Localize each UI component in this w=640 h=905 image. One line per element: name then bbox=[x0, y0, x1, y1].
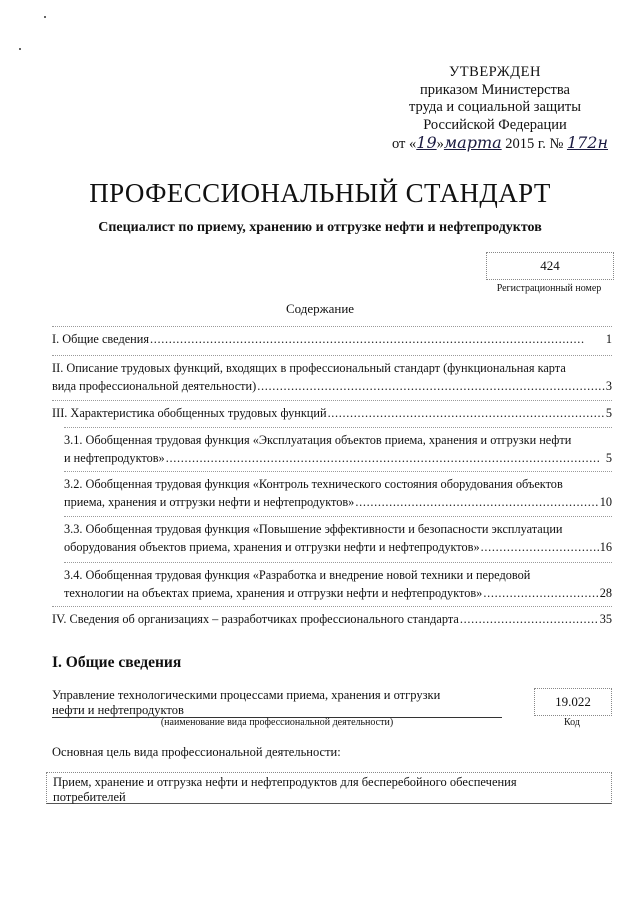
approval-line: Российской Федерации bbox=[423, 116, 567, 133]
scan-speck bbox=[44, 16, 46, 18]
toc-leader-dots bbox=[355, 493, 598, 511]
toc-page-number: 16 bbox=[599, 540, 612, 554]
activity-name-line: Управление технологическими процессами приема, хранения и отгрузки bbox=[52, 688, 441, 702]
toc-leader-dots bbox=[460, 610, 599, 628]
goal-label: Основная цель вида профессиональной деятельности: bbox=[52, 745, 341, 759]
goal-box bbox=[46, 772, 612, 804]
toc-entry-text: технологии на объектах приема, хранения и отгрузки нефти и нефтепродуктов» bbox=[64, 586, 483, 600]
toc-leader-dots bbox=[328, 404, 605, 422]
toc-entry-text: I. Общие сведения bbox=[52, 332, 149, 346]
toc-entry-text: III. Характеристика обобщенных трудовых функций bbox=[52, 406, 327, 420]
toc-line bbox=[52, 610, 612, 628]
document-subtitle: Специалист по приему, хранению и отгрузке нефти и нефтепродуктов bbox=[98, 220, 542, 235]
date-prefix: от « bbox=[392, 136, 417, 152]
goal-line: потребителей bbox=[53, 790, 126, 804]
activity-code-caption: Код bbox=[564, 717, 580, 728]
handwritten-day: 19 bbox=[416, 133, 437, 152]
toc-entry-text: вида профессиональной деятельности) bbox=[52, 379, 257, 393]
handwritten-month: марта bbox=[443, 133, 502, 152]
toc-leader-dots bbox=[481, 538, 599, 556]
toc-item bbox=[52, 606, 612, 628]
toc-line bbox=[52, 404, 612, 422]
approval-title: УТВЕРЖДЕН bbox=[449, 64, 541, 80]
approval-line: приказом Министерства bbox=[420, 81, 570, 98]
activity-name-line: нефти и нефтепродуктов bbox=[52, 703, 184, 717]
goal-line: Прием, хранение и отгрузка нефти и нефтепродуктов для бесперебойного обеспечения bbox=[53, 775, 517, 789]
toc-page-number: 28 bbox=[599, 586, 612, 600]
toc-line bbox=[64, 538, 612, 556]
approval-line: труда и социальной защиты bbox=[409, 99, 581, 115]
toc-item bbox=[52, 355, 612, 395]
toc-entry-text: и нефтепродуктов» bbox=[64, 451, 165, 465]
toc-entry-text: оборудования объектов приема, хранения и отгрузки нефти и нефтепродуктов» bbox=[64, 540, 480, 554]
toc-page-number: 1 bbox=[605, 332, 612, 346]
toc-page-number: 5 bbox=[605, 406, 612, 420]
registration-number-box: 424 bbox=[486, 252, 614, 280]
toc-page-number: 5 bbox=[605, 451, 612, 465]
toc-entry-text: приема, хранения и отгрузки нефти и нефтепродуктов» bbox=[64, 495, 355, 509]
toc-line bbox=[64, 520, 612, 538]
toc-line bbox=[52, 330, 612, 348]
toc-leader-dots bbox=[483, 584, 598, 602]
toc-item bbox=[64, 516, 612, 556]
approval-block bbox=[380, 64, 610, 154]
toc-entry-text: 3.1. Обобщенная трудовая функция «Эксплуатация объектов приема, хранения и отгрузки нефти bbox=[64, 433, 572, 447]
toc-line bbox=[64, 431, 612, 449]
toc-entry-text: 3.3. Обобщенная трудовая функция «Повышение эффективности и безопасности эксплуатации bbox=[64, 522, 563, 536]
handwritten-order-number: 172н bbox=[566, 133, 609, 152]
registration-caption: Регистрационный номер bbox=[496, 283, 602, 294]
toc-leader-dots bbox=[150, 330, 605, 348]
toc-leader-dots bbox=[257, 377, 605, 395]
toc-leader-dots bbox=[166, 449, 605, 467]
toc-line bbox=[52, 359, 612, 377]
toc-line bbox=[52, 377, 612, 395]
toc-entry-text: 3.2. Обобщенная трудовая функция «Контроль технического состояния оборудования объектов bbox=[64, 477, 563, 491]
toc-page-number: 10 bbox=[599, 495, 612, 509]
date-year: 2015 г. № bbox=[501, 136, 567, 152]
activity-caption: (наименование вида профессиональной деятельности) bbox=[160, 717, 394, 728]
toc-item bbox=[64, 471, 612, 511]
toc-item bbox=[52, 326, 612, 348]
scan-speck bbox=[19, 48, 21, 50]
toc-line bbox=[64, 584, 612, 602]
toc-entry-text: II. Описание трудовых функций, входящих в профессиональный стандарт (функциональная карта bbox=[52, 361, 566, 375]
toc-line bbox=[64, 566, 612, 584]
toc-item bbox=[64, 562, 612, 602]
toc-line bbox=[64, 475, 612, 493]
toc-page-number: 35 bbox=[599, 612, 612, 626]
document-title: ПРОФЕССИОНАЛЬНЫЙ СТАНДАРТ bbox=[89, 178, 551, 208]
toc-entry-text: IV. Сведения об организациях – разработчиках профессионального стандарта bbox=[52, 612, 459, 626]
toc-item bbox=[52, 400, 612, 422]
section-heading: I. Общие сведения bbox=[52, 654, 182, 671]
activity-code-box: 19.022 bbox=[534, 688, 612, 716]
toc-line bbox=[64, 493, 612, 511]
toc-heading: Содержание bbox=[285, 301, 355, 316]
approval-date bbox=[380, 134, 610, 154]
toc-item bbox=[64, 427, 612, 467]
toc-entry-text: 3.4. Обобщенная трудовая функция «Разработка и внедрение новой техники и передовой bbox=[64, 568, 531, 582]
toc-line bbox=[64, 449, 612, 467]
toc-page-number: 3 bbox=[605, 379, 612, 393]
activity-name bbox=[52, 688, 502, 718]
date-mid: » bbox=[436, 136, 444, 152]
